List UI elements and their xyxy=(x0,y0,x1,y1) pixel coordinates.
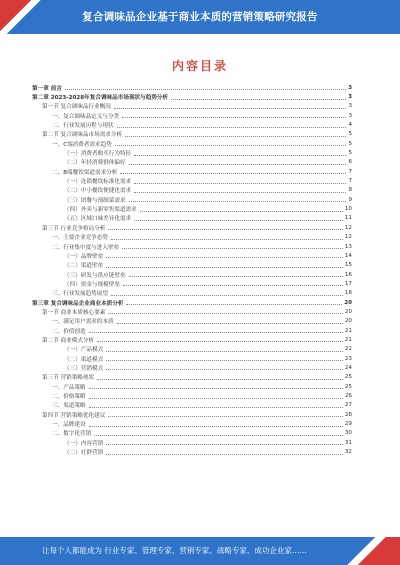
toc-entry-title: 第一章 前言 xyxy=(32,85,62,92)
toc-entry-title: 第三节 行业竞争格局分析 xyxy=(42,225,106,232)
toc-entry-page: 5 xyxy=(348,140,352,147)
toc-entry-page: 20 xyxy=(344,299,352,306)
toc-entry[interactable] xyxy=(32,447,352,456)
toc-leader-dots xyxy=(117,323,343,324)
toc-entry-page: 6 xyxy=(348,159,352,166)
toc-leader-dots xyxy=(106,267,343,268)
toc-entry-title: 三、渠道策略 xyxy=(52,403,86,410)
toc-leader-dots xyxy=(89,426,343,427)
toc-leader-dots xyxy=(126,304,342,305)
toc-entry[interactable] xyxy=(32,261,352,270)
toc-leader-dots xyxy=(89,398,343,399)
toc-entry-page: 10 xyxy=(344,206,352,213)
toc-entry[interactable] xyxy=(32,102,352,111)
toc-entry[interactable] xyxy=(32,223,352,232)
toc-leader-dots xyxy=(108,416,343,417)
toc-entry-page: 14 xyxy=(344,252,352,259)
toc-leader-dots xyxy=(171,99,346,100)
toc-entry[interactable] xyxy=(32,391,352,400)
toc-entry-page: 26 xyxy=(344,393,352,400)
toc-entry-page: 3 xyxy=(348,94,352,101)
toc-leader-dots xyxy=(108,313,343,314)
toc-entry-title: （四）外卖与新零售渠道需求 xyxy=(64,207,137,214)
toc-leader-dots xyxy=(122,248,343,249)
toc-entry-page: 32 xyxy=(344,449,352,456)
toc-entry-page: 23 xyxy=(344,355,352,362)
toc-entry[interactable] xyxy=(32,204,352,213)
toc-leader-dots xyxy=(122,117,346,118)
toc-entry[interactable] xyxy=(32,214,352,223)
toc-entry[interactable] xyxy=(32,289,352,298)
toc-entry-title: 二、价值创造 xyxy=(52,328,86,335)
toc-entry-title: （二）中小餐饮便捷化需求 xyxy=(64,188,132,195)
toc-entry-title: （二）社群营销 xyxy=(64,450,104,457)
toc-entry-page: 27 xyxy=(344,402,352,409)
toc-entry-title: （三）团餐与预制菜需求 xyxy=(64,197,126,204)
toc-leader-dots xyxy=(129,164,347,165)
toc-entry-title: （二）渠道模式 xyxy=(64,356,104,363)
toc-entry[interactable] xyxy=(32,111,352,120)
toc-entry[interactable] xyxy=(32,242,352,251)
toc-entry-page: 5 xyxy=(348,150,352,157)
toc-entry-title: （三）研发与供应链壁垒 xyxy=(64,272,126,279)
toc-leader-dots xyxy=(106,257,343,258)
toc-entry[interactable] xyxy=(32,438,352,447)
toc-entry-title: 一、品牌建设 xyxy=(52,422,86,429)
toc-leader-dots xyxy=(125,136,346,137)
toc-entry-page: 31 xyxy=(344,439,352,446)
toc-entry-page: 4 xyxy=(348,122,352,129)
toc-entry[interactable] xyxy=(32,382,352,391)
toc-entry-page: 22 xyxy=(344,346,352,353)
toc-entry-title: （一）连锁餐饮标准化需求 xyxy=(64,179,132,186)
toc-leader-dots xyxy=(129,201,347,202)
toc-entry[interactable] xyxy=(32,429,352,438)
toc-leader-dots xyxy=(106,369,343,370)
toc-entry[interactable] xyxy=(32,186,352,195)
toc-entry[interactable] xyxy=(32,307,352,316)
toc-entry-page: 9 xyxy=(348,196,352,203)
toc-entry-title: 第二节 复合调味品市场需求分析 xyxy=(42,132,123,139)
toc-entry-title: 二、行业发展历程与现状 xyxy=(52,123,114,130)
toc-leader-dots xyxy=(111,239,343,240)
toc-entry[interactable] xyxy=(32,363,352,372)
report-footer xyxy=(0,537,400,565)
toc-entry-title: （一）内容营销 xyxy=(64,440,104,447)
toc-leader-dots xyxy=(129,276,343,277)
toc-entry-page: 20 xyxy=(344,318,352,325)
toc-entry-page: 20 xyxy=(344,308,352,315)
toc-entry-page: 25 xyxy=(344,374,352,381)
toc-leader-dots xyxy=(140,211,343,212)
toc-leader-dots xyxy=(111,295,343,296)
toc-entry-page: 24 xyxy=(344,364,352,371)
toc-entry-title: 一、复合调味品定义与分类 xyxy=(52,113,120,120)
toc-leader-dots xyxy=(123,285,343,286)
toc-entry[interactable] xyxy=(32,401,352,410)
toc-entry[interactable] xyxy=(32,195,352,204)
table-of-contents xyxy=(32,83,352,457)
report-title: 复合调味品企业基于商业本质的营销策略研究报告 xyxy=(82,11,318,23)
toc-entry[interactable] xyxy=(32,233,352,242)
toc-entry-title: 第三章 复合调味品企业商业本质分析 xyxy=(32,300,124,307)
report-header xyxy=(0,0,400,34)
toc-leader-dots xyxy=(106,351,343,352)
toc-leader-dots xyxy=(134,155,346,156)
footer-slogan: 让每个人都能成为 行业专家、管理专家、营销专家、战略专家、成功企业家…… xyxy=(42,546,307,555)
toc-entry[interactable] xyxy=(32,120,352,129)
toc-entry-page: 17 xyxy=(344,280,352,287)
toc-entry-page: 12 xyxy=(344,234,352,241)
toc-entry-page: 29 xyxy=(344,421,352,428)
toc-entry-page: 13 xyxy=(344,243,352,250)
toc-entry-title: 一、产品策略 xyxy=(52,384,86,391)
toc-entry-page: 25 xyxy=(344,383,352,390)
toc-entry[interactable] xyxy=(32,176,352,185)
toc-entry[interactable] xyxy=(32,251,352,260)
toc-entry-page: 12 xyxy=(344,224,352,231)
toc-entry[interactable] xyxy=(32,92,352,101)
toc-entry-page: 28 xyxy=(344,411,352,418)
toc-entry-title: 第二节 商业模式分析 xyxy=(42,337,95,344)
toc-leader-dots xyxy=(120,173,346,174)
toc-entry-page: 3 xyxy=(348,84,352,91)
toc-heading: 内容目录 xyxy=(171,59,228,73)
toc-entry-title: 第三节 营销策略现状 xyxy=(42,375,95,382)
toc-entry-page: 5 xyxy=(348,131,352,138)
toc-entry-title: （一）消费者购买行为特征 xyxy=(64,151,132,158)
toc-entry-title: 第一节 商业本质核心要素 xyxy=(42,309,106,316)
toc-entry[interactable] xyxy=(32,148,352,157)
toc-entry[interactable] xyxy=(32,373,352,382)
toc-entry[interactable] xyxy=(32,139,352,148)
toc-leader-dots xyxy=(117,127,347,128)
toc-entry[interactable] xyxy=(32,317,352,326)
toc-entry-page: 3 xyxy=(348,112,352,119)
toc-entry-page: 18 xyxy=(344,290,352,297)
toc-leader-dots xyxy=(114,108,347,109)
toc-entry-title: 第四节 营销策略优化建议 xyxy=(42,412,106,419)
toc-entry-page: 3 xyxy=(348,103,352,110)
toc-entry-title: 第一节 复合调味品行业概况 xyxy=(42,104,111,111)
toc-entry-title: 一、C端消费者需求趋势 xyxy=(52,141,112,148)
toc-entry-title: （三）营销模式 xyxy=(64,365,104,372)
toc-entry-page: 16 xyxy=(344,271,352,278)
toc-entry-page: 21 xyxy=(344,336,352,343)
toc-entry-title: 第二章 2023-2028年复合调味品市场现状与趋势分析 xyxy=(32,95,169,102)
toc-entry-title: （四）资金与规模壁垒 xyxy=(64,281,120,288)
toc-leader-dots xyxy=(65,89,346,90)
toc-entry[interactable] xyxy=(32,298,352,307)
toc-entry[interactable] xyxy=(32,158,352,167)
toc-entry-title: （二）年轻消费群体偏好 xyxy=(64,160,126,167)
toc-leader-dots xyxy=(106,444,343,445)
toc-entry[interactable] xyxy=(32,410,352,419)
toc-leader-dots xyxy=(134,183,346,184)
toc-entry-title: 三、行业发展趋势展望 xyxy=(52,291,108,298)
toc-entry-page: 7 xyxy=(348,168,352,175)
toc-entry[interactable] xyxy=(32,167,352,176)
toc-entry-title: 一、主要企业竞争态势 xyxy=(52,235,108,242)
toc-entry-page: 7 xyxy=(348,178,352,185)
toc-entry-title: 二、价格策略 xyxy=(52,394,86,401)
toc-entry-page: 21 xyxy=(344,327,352,334)
toc-entry-page: 15 xyxy=(344,262,352,269)
toc-entry-title: （二）渠道壁垒 xyxy=(64,263,104,270)
toc-leader-dots xyxy=(134,220,343,221)
toc-entry-title: 二、行业集中度与进入壁垒 xyxy=(52,244,120,251)
toc-entry-page: 11 xyxy=(344,215,352,222)
toc-entry-page: 8 xyxy=(348,187,352,194)
toc-entry[interactable] xyxy=(32,419,352,428)
toc-entry-title: （一）品牌壁垒 xyxy=(64,253,104,260)
toc-leader-dots xyxy=(115,145,347,146)
toc-entry-page: 30 xyxy=(344,430,352,437)
toc-entry[interactable] xyxy=(32,354,352,363)
toc-entry[interactable] xyxy=(32,270,352,279)
toc-entry[interactable] xyxy=(32,326,352,335)
footer-decoration xyxy=(340,537,400,565)
toc-entry-title: 二、数字化营销 xyxy=(52,431,92,438)
toc-entry-title: 一、满足用户需求的本质 xyxy=(52,319,114,326)
toc-entry-title: （一）产品模式 xyxy=(64,347,104,354)
toc-leader-dots xyxy=(94,435,343,436)
toc-entry[interactable] xyxy=(32,83,352,92)
toc-leader-dots xyxy=(97,341,343,342)
toc-leader-dots xyxy=(89,407,343,408)
toc-entry[interactable] xyxy=(32,345,352,354)
toc-leader-dots xyxy=(108,229,343,230)
toc-entry-title: 二、B端餐饮渠道需求分析 xyxy=(52,169,118,176)
toc-leader-dots xyxy=(89,388,343,389)
toc-leader-dots xyxy=(89,332,343,333)
toc-leader-dots xyxy=(106,360,343,361)
toc-leader-dots xyxy=(134,192,346,193)
toc-leader-dots xyxy=(106,454,343,455)
toc-entry[interactable] xyxy=(32,279,352,288)
toc-entry-title: （五）区域口味差异化需求 xyxy=(64,216,132,223)
toc-entry[interactable] xyxy=(32,335,352,344)
toc-entry[interactable] xyxy=(32,130,352,139)
toc-leader-dots xyxy=(97,379,343,380)
